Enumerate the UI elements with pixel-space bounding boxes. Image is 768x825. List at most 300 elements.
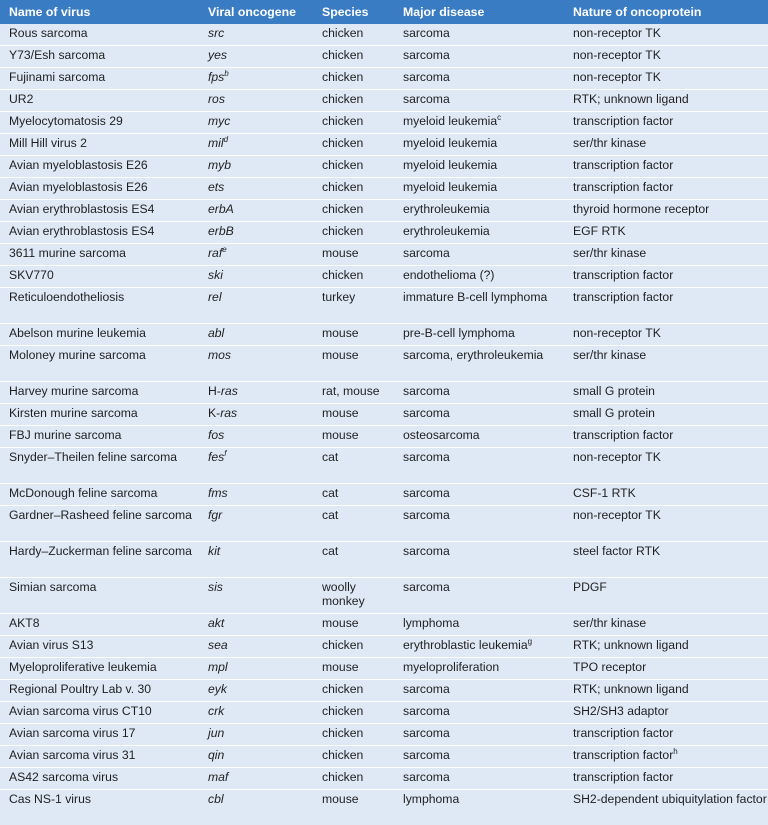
virus-name: Regional Poultry Lab v. 30	[9, 682, 151, 696]
footnote-marker: h	[673, 747, 677, 756]
oncogene-cell	[199, 90, 313, 112]
table-row	[0, 68, 768, 90]
virus-name: Moloney murine sarcoma	[9, 348, 146, 362]
oncogene-name: qin	[208, 748, 224, 762]
species: cat	[322, 544, 338, 558]
oncoprotein-nature: ser/thr kinase	[573, 616, 646, 630]
major-disease: sarcoma	[403, 384, 450, 398]
major-disease: sarcoma	[403, 726, 450, 740]
oncogene-cell	[199, 200, 313, 222]
virus-name: Avian erythroblastosis ES4	[9, 224, 154, 238]
table-row	[0, 658, 768, 680]
species: rat, mouse	[322, 384, 380, 398]
oncoprotein-cell	[564, 724, 768, 746]
header-species: Species	[313, 0, 394, 24]
major-disease: erythroleukemia	[403, 202, 490, 216]
major-disease: lymphoma	[403, 792, 459, 806]
disease-cell	[394, 346, 564, 382]
table-row	[0, 448, 768, 484]
oncoprotein-nature: thyroid hormone receptor	[573, 202, 709, 216]
oncoprotein-cell	[564, 244, 768, 266]
species: cat	[322, 508, 338, 522]
major-disease: myeloid leukemia	[403, 136, 497, 150]
species: chicken	[322, 748, 363, 762]
disease-cell	[394, 178, 564, 200]
oncogene-cell	[199, 178, 313, 200]
oncogene-name: myb	[208, 158, 231, 172]
oncoprotein-cell	[564, 266, 768, 288]
virus-name-cell	[0, 288, 199, 324]
species: woolly monkey	[322, 580, 365, 608]
disease-cell	[394, 484, 564, 506]
species-cell	[313, 614, 394, 636]
species-cell	[313, 680, 394, 702]
table-row	[0, 46, 768, 68]
table-row	[0, 790, 768, 825]
table-row	[0, 506, 768, 542]
table-header	[0, 0, 768, 24]
disease-cell	[394, 680, 564, 702]
table-row	[0, 200, 768, 222]
oncoprotein-cell	[564, 448, 768, 484]
species: chicken	[322, 92, 363, 106]
species: chicken	[322, 202, 363, 216]
major-disease: sarcoma	[403, 544, 450, 558]
footnote-marker: f	[224, 449, 226, 458]
oncogene-cell	[199, 382, 313, 404]
oncogene-cell	[199, 790, 313, 825]
species: chicken	[322, 268, 363, 282]
species: mouse	[322, 792, 359, 806]
species: chicken	[322, 224, 363, 238]
oncoprotein-nature: small G protein	[573, 384, 655, 398]
virus-name: Kirsten murine sarcoma	[9, 406, 138, 420]
oncoprotein-nature: ser/thr kinase	[573, 246, 646, 260]
oncoprotein-cell	[564, 68, 768, 90]
virus-name: Fujinami sarcoma	[9, 70, 105, 84]
species-cell	[313, 658, 394, 680]
virus-name: Avian myeloblastosis E26	[9, 158, 148, 172]
oncoprotein-nature: steel factor RTK	[573, 544, 660, 558]
table-row	[0, 346, 768, 382]
major-disease: pre-B-cell lymphoma	[403, 326, 515, 340]
oncoprotein-cell	[564, 346, 768, 382]
oncoprotein-cell	[564, 24, 768, 46]
header-row	[0, 0, 768, 24]
virus-name: Abelson murine leukemia	[9, 326, 146, 340]
virus-name-cell	[0, 578, 199, 614]
virus-name-cell	[0, 484, 199, 506]
table-row	[0, 768, 768, 790]
oncogene-name: erbB	[208, 224, 234, 238]
oncoprotein-nature: transcription factor	[573, 158, 673, 172]
major-disease: myeloid leukemia	[403, 158, 497, 172]
species-cell	[313, 578, 394, 614]
oncogene-cell	[199, 324, 313, 346]
major-disease: sarcoma	[403, 48, 450, 62]
virus-name-cell	[0, 244, 199, 266]
major-disease: myeloid leukemia	[403, 114, 497, 128]
oncoprotein-cell	[564, 46, 768, 68]
species: chicken	[322, 26, 363, 40]
table-row	[0, 178, 768, 200]
oncogene-cell	[199, 614, 313, 636]
oncogene-prefix: H-	[208, 384, 221, 398]
species-cell	[313, 324, 394, 346]
oncogene-cell	[199, 426, 313, 448]
oncoprotein-cell	[564, 200, 768, 222]
oncoprotein-nature: small G protein	[573, 406, 655, 420]
oncogene-cell	[199, 484, 313, 506]
species-cell	[313, 768, 394, 790]
oncoprotein-cell	[564, 426, 768, 448]
species-cell	[313, 702, 394, 724]
oncoprotein-cell	[564, 614, 768, 636]
species-cell	[313, 636, 394, 658]
oncoprotein-cell	[564, 324, 768, 346]
oncoprotein-cell	[564, 578, 768, 614]
species: chicken	[322, 770, 363, 784]
disease-cell	[394, 426, 564, 448]
oncoprotein-nature: RTK; unknown ligand	[573, 682, 689, 696]
table-row	[0, 288, 768, 324]
table-row	[0, 484, 768, 506]
oncogene-name: fgr	[208, 508, 222, 522]
oncogene-name: sis	[208, 580, 223, 594]
major-disease: sarcoma	[403, 580, 450, 594]
disease-cell	[394, 448, 564, 484]
oncogene-name: ets	[208, 180, 224, 194]
species: chicken	[322, 726, 363, 740]
virus-name: AKT8	[9, 616, 39, 630]
virus-name-cell	[0, 426, 199, 448]
disease-cell	[394, 578, 564, 614]
oncoprotein-nature: transcription factor	[573, 748, 673, 762]
oncogene-name: fms	[208, 486, 228, 500]
virus-name-cell	[0, 324, 199, 346]
disease-cell	[394, 200, 564, 222]
virus-name-cell	[0, 24, 199, 46]
oncoprotein-nature: transcription factor	[573, 770, 673, 784]
oncoprotein-nature: ser/thr kinase	[573, 136, 646, 150]
oncoprotein-cell	[564, 702, 768, 724]
major-disease: sarcoma	[403, 92, 450, 106]
virus-name-cell	[0, 346, 199, 382]
oncogene-name: erbA	[208, 202, 234, 216]
major-disease: osteosarcoma	[403, 428, 480, 442]
oncoprotein-cell	[564, 542, 768, 578]
header-major-disease: Major disease	[394, 0, 564, 24]
oncogene-cell	[199, 46, 313, 68]
virus-name: 3611 murine sarcoma	[9, 246, 126, 260]
oncoprotein-cell	[564, 484, 768, 506]
virus-name: Myeloproliferative leukemia	[9, 660, 157, 674]
species: mouse	[322, 348, 359, 362]
oncogene-cell	[199, 266, 313, 288]
oncoprotein-nature: non-receptor TK	[573, 508, 661, 522]
major-disease: sarcoma	[403, 246, 450, 260]
table-row	[0, 614, 768, 636]
disease-cell	[394, 112, 564, 134]
table-row	[0, 746, 768, 768]
virus-name-cell	[0, 448, 199, 484]
species: chicken	[322, 638, 363, 652]
oncoprotein-nature: non-receptor TK	[573, 70, 661, 84]
virus-name-cell	[0, 614, 199, 636]
disease-cell	[394, 24, 564, 46]
table-row	[0, 156, 768, 178]
virus-name: AS42 sarcoma virus	[9, 770, 118, 784]
oncogene-name: ski	[208, 268, 223, 282]
oncoprotein-cell	[564, 134, 768, 156]
species: mouse	[322, 326, 359, 340]
major-disease: sarcoma	[403, 770, 450, 784]
oncogene-name: maf	[208, 770, 228, 784]
oncoprotein-cell	[564, 288, 768, 324]
disease-cell	[394, 506, 564, 542]
virus-name: Harvey murine sarcoma	[9, 384, 138, 398]
disease-cell	[394, 90, 564, 112]
species: mouse	[322, 428, 359, 442]
oncoprotein-cell	[564, 658, 768, 680]
oncoprotein-nature: non-receptor TK	[573, 26, 661, 40]
virus-name-cell	[0, 404, 199, 426]
oncogene-cell	[199, 658, 313, 680]
footnote-marker: b	[224, 69, 228, 78]
virus-name: Hardy–Zuckerman feline sarcoma	[9, 544, 192, 558]
species: cat	[322, 450, 338, 464]
oncoprotein-cell	[564, 768, 768, 790]
oncogene-name: kit	[208, 544, 220, 558]
oncoprotein-nature: transcription factor	[573, 428, 673, 442]
oncogene-cell	[199, 506, 313, 542]
oncogene-cell	[199, 112, 313, 134]
disease-cell	[394, 244, 564, 266]
virus-name: Avian erythroblastosis ES4	[9, 202, 154, 216]
header-oncoprotein-nature: Nature of oncoprotein	[564, 0, 768, 24]
table-row	[0, 542, 768, 578]
footnote-marker: g	[528, 637, 532, 646]
disease-cell	[394, 790, 564, 825]
virus-name: Avian sarcoma virus 17	[9, 726, 135, 740]
oncogene-cell	[199, 542, 313, 578]
virus-name-cell	[0, 90, 199, 112]
oncogene-cell	[199, 448, 313, 484]
oncogene-name: mil	[208, 136, 224, 150]
oncogene-cell	[199, 346, 313, 382]
species: chicken	[322, 682, 363, 696]
virus-name-cell	[0, 768, 199, 790]
table-row	[0, 426, 768, 448]
virus-name: Snyder–Theilen feline sarcoma	[9, 450, 177, 464]
major-disease: sarcoma	[403, 486, 450, 500]
oncoprotein-cell	[564, 90, 768, 112]
table-row	[0, 404, 768, 426]
oncoprotein-nature: transcription factor	[573, 726, 673, 740]
oncoprotein-nature: CSF-1 RTK	[573, 486, 636, 500]
oncogene-name: sea	[208, 638, 228, 652]
oncoprotein-nature: transcription factor	[573, 114, 673, 128]
virus-name-cell	[0, 746, 199, 768]
species: mouse	[322, 246, 359, 260]
oncoprotein-nature: transcription factor	[573, 268, 673, 282]
virus-name-cell	[0, 658, 199, 680]
oncogene-name: akt	[208, 616, 224, 630]
oncoprotein-nature: SH2-dependent ubiquitylation factor	[573, 792, 767, 806]
species-cell	[313, 178, 394, 200]
disease-cell	[394, 134, 564, 156]
species-cell	[313, 542, 394, 578]
species: chicken	[322, 704, 363, 718]
oncogene-name: src	[208, 26, 224, 40]
species-cell	[313, 382, 394, 404]
oncoprotein-nature: RTK; unknown ligand	[573, 92, 689, 106]
virus-name: SKV770	[9, 268, 54, 282]
oncogene-cell	[199, 746, 313, 768]
species-cell	[313, 746, 394, 768]
oncoprotein-cell	[564, 636, 768, 658]
disease-cell	[394, 222, 564, 244]
virus-name-cell	[0, 790, 199, 825]
oncogene-name: fps	[208, 70, 224, 84]
oncoprotein-nature: EGF RTK	[573, 224, 626, 238]
oncogene-cell	[199, 244, 313, 266]
species-cell	[313, 266, 394, 288]
major-disease: sarcoma	[403, 508, 450, 522]
species: cat	[322, 486, 338, 500]
virus-name-cell	[0, 724, 199, 746]
species-cell	[313, 200, 394, 222]
oncogene-name: rel	[208, 290, 222, 304]
species-cell	[313, 288, 394, 324]
species: turkey	[322, 290, 355, 304]
disease-cell	[394, 614, 564, 636]
species: mouse	[322, 660, 359, 674]
disease-cell	[394, 724, 564, 746]
species-cell	[313, 790, 394, 825]
disease-cell	[394, 266, 564, 288]
oncoprotein-cell	[564, 790, 768, 825]
oncoprotein-nature: non-receptor TK	[573, 450, 661, 464]
species-cell	[313, 68, 394, 90]
species-cell	[313, 134, 394, 156]
species-cell	[313, 404, 394, 426]
virus-name-cell	[0, 382, 199, 404]
disease-cell	[394, 702, 564, 724]
major-disease: sarcoma	[403, 406, 450, 420]
disease-cell	[394, 288, 564, 324]
virus-name-cell	[0, 156, 199, 178]
oncogene-name: ras	[220, 406, 237, 420]
major-disease: erythroblastic leukemia	[403, 638, 528, 652]
table-row	[0, 24, 768, 46]
major-disease: erythroleukemia	[403, 224, 490, 238]
oncoprotein-cell	[564, 156, 768, 178]
major-disease: sarcoma	[403, 70, 450, 84]
major-disease: sarcoma	[403, 682, 450, 696]
species-cell	[313, 448, 394, 484]
disease-cell	[394, 542, 564, 578]
virus-name-cell	[0, 222, 199, 244]
oncoprotein-cell	[564, 178, 768, 200]
major-disease: sarcoma	[403, 704, 450, 718]
table-body	[0, 24, 768, 825]
oncogene-cell	[199, 24, 313, 46]
virus-name: Simian sarcoma	[9, 580, 96, 594]
species: chicken	[322, 70, 363, 84]
disease-cell	[394, 324, 564, 346]
table-row	[0, 90, 768, 112]
virus-name-cell	[0, 266, 199, 288]
oncogene-name: mpl	[208, 660, 228, 674]
virus-name-cell	[0, 68, 199, 90]
species-cell	[313, 346, 394, 382]
oncoprotein-cell	[564, 680, 768, 702]
virus-name: Cas NS-1 virus	[9, 792, 91, 806]
oncoprotein-cell	[564, 506, 768, 542]
virus-name: Mill Hill virus 2	[9, 136, 87, 150]
virus-name-cell	[0, 134, 199, 156]
oncogene-cell	[199, 680, 313, 702]
disease-cell	[394, 746, 564, 768]
species-cell	[313, 222, 394, 244]
species-cell	[313, 426, 394, 448]
oncogene-cell	[199, 288, 313, 324]
virus-name: Rous sarcoma	[9, 26, 88, 40]
table-row	[0, 324, 768, 346]
table-row	[0, 134, 768, 156]
virus-name-cell	[0, 200, 199, 222]
virus-name-cell	[0, 680, 199, 702]
species: chicken	[322, 136, 363, 150]
oncoprotein-cell	[564, 746, 768, 768]
table-row	[0, 636, 768, 658]
virus-name: Avian sarcoma virus CT10	[9, 704, 152, 718]
header-virus-name: Name of virus	[0, 0, 199, 24]
species-cell	[313, 724, 394, 746]
disease-cell	[394, 636, 564, 658]
oncogene-name: raf	[208, 246, 222, 260]
virus-name-cell	[0, 178, 199, 200]
oncogene-name: cbl	[208, 792, 224, 806]
oncogene-name: ras	[221, 384, 238, 398]
oncoprotein-cell	[564, 382, 768, 404]
disease-cell	[394, 68, 564, 90]
oncogene-name: yes	[208, 48, 227, 62]
oncoprotein-cell	[564, 112, 768, 134]
oncogene-cell	[199, 404, 313, 426]
species: chicken	[322, 48, 363, 62]
virus-name: McDonough feline sarcoma	[9, 486, 157, 500]
oncoprotein-nature: RTK; unknown ligand	[573, 638, 689, 652]
species-cell	[313, 46, 394, 68]
species-cell	[313, 506, 394, 542]
oncogene-name: crk	[208, 704, 224, 718]
oncoprotein-nature: PDGF	[573, 580, 607, 594]
footnote-marker: e	[222, 245, 226, 254]
species-cell	[313, 244, 394, 266]
disease-cell	[394, 156, 564, 178]
oncogene-name: abl	[208, 326, 224, 340]
virus-name: Y73/Esh sarcoma	[9, 48, 105, 62]
oncogene-cell	[199, 724, 313, 746]
species: chicken	[322, 114, 363, 128]
virus-name: UR2	[9, 92, 33, 106]
oncogene-name: fos	[208, 428, 224, 442]
table-row	[0, 724, 768, 746]
species: chicken	[322, 180, 363, 194]
species-cell	[313, 156, 394, 178]
